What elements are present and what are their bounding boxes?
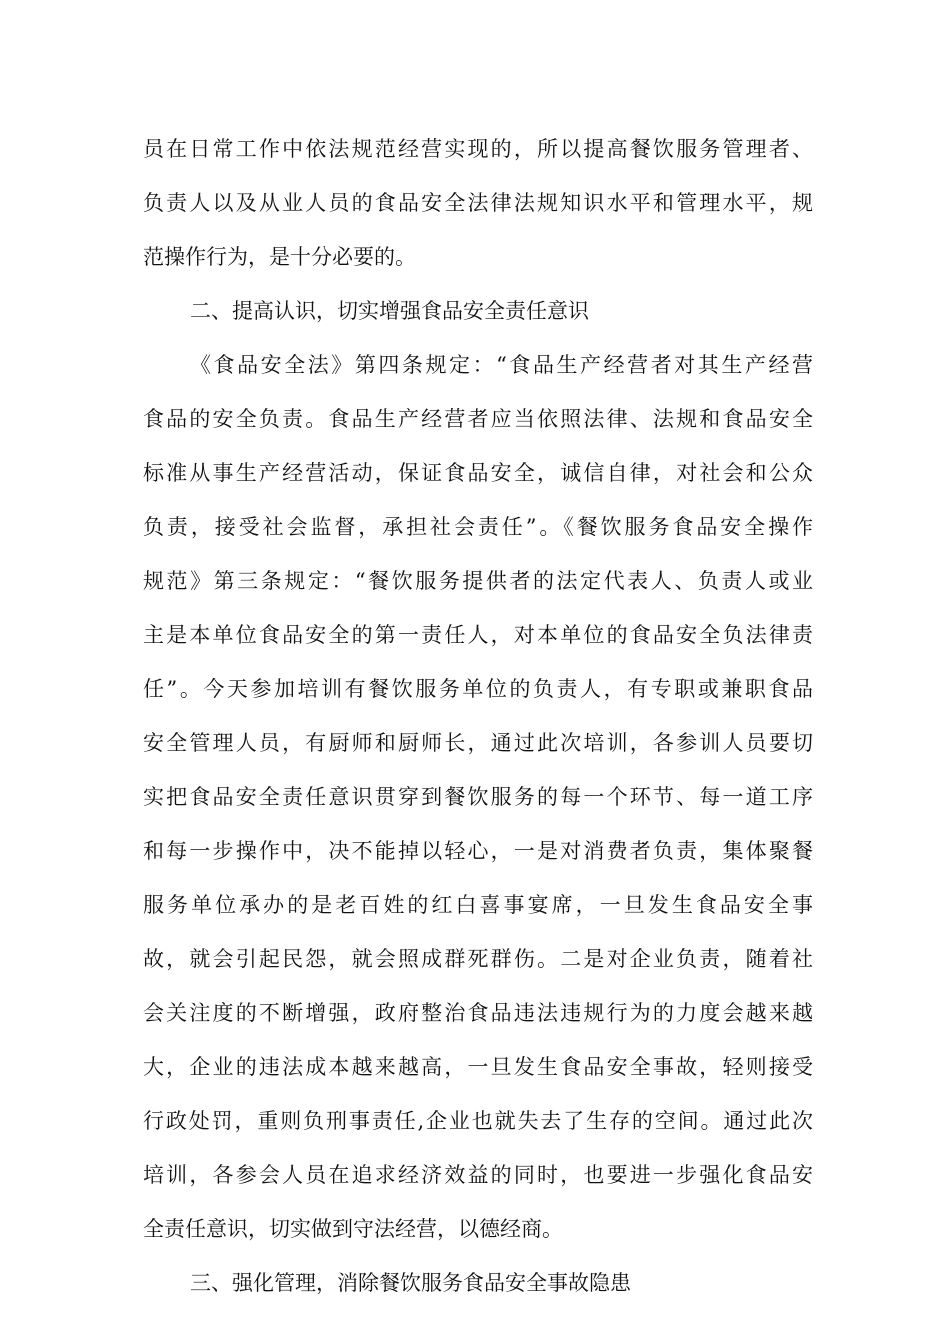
body-text-line: 培训，各参会人员在追求经济效益的同时，也要进一步强化食品安 [143, 1163, 813, 1187]
body-text-line: 和每一步操作中，决不能掉以轻心，一是对消费者负责，集体聚餐 [143, 839, 813, 863]
body-text-line: 服务单位承办的是老百姓的红白喜事宴席，一旦发生食品安全事 [143, 893, 813, 917]
body-text-line: 实把食品安全责任意识贯穿到餐饮服务的每一个环节、每一道工序 [143, 785, 813, 809]
section-heading-2: 二、提高认识，切实增强食品安全责任意识 [190, 299, 589, 323]
body-text-line: 故，就会引起民怨，就会照成群死群伤。二是对企业负责，随着社 [143, 947, 813, 971]
body-text-line: 范操作行为，是十分必要的。 [143, 245, 416, 269]
body-text-line: 标准从事生产经营活动，保证食品安全，诚信自律，对社会和公众 [143, 461, 813, 485]
body-text-line: 行政处罚，重则负刑事责任,企业也就失去了生存的空间。通过此次 [143, 1109, 813, 1133]
body-text-line: 规范》第三条规定：“餐饮服务提供者的法定代表人、负责人或业 [143, 569, 813, 593]
body-text-line: 负责，接受社会监督，承担社会责任”。《餐饮服务食品安全操作 [143, 515, 813, 539]
body-text-line: 安全管理人员，有厨师和厨师长，通过此次培训，各参训人员要切 [143, 731, 813, 755]
body-text-line: 任”。今天参加培训有餐饮服务单位的负责人，有专职或兼职食品 [143, 677, 813, 701]
body-text-line: 食品的安全负责。食品生产经营者应当依照法律、法规和食品安全 [143, 407, 813, 431]
body-text-line: 负责人以及从业人员的食品安全法律法规知识水平和管理水平，规 [143, 191, 813, 215]
body-text-line: 主是本单位食品安全的第一责任人，对本单位的食品安全负法律责 [143, 623, 813, 647]
section-heading-3: 三、强化管理，消除餐饮服务食品安全事故隐患 [190, 1271, 631, 1295]
body-text-line: 全责任意识，切实做到守法经营，以德经商。 [143, 1217, 563, 1241]
body-text-line: 大，企业的违法成本越来越高，一旦发生食品安全事故，轻则接受 [143, 1055, 813, 1079]
body-text-line: 员在日常工作中依法规范经营实现的，所以提高餐饮服务管理者、 [143, 137, 813, 161]
body-text-line: 会关注度的不断增强，政府整治食品违法违规行为的力度会越来越 [143, 1001, 813, 1025]
body-text-line: 《食品安全法》第四条规定：“食品生产经营者对其生产经营 [190, 353, 813, 377]
